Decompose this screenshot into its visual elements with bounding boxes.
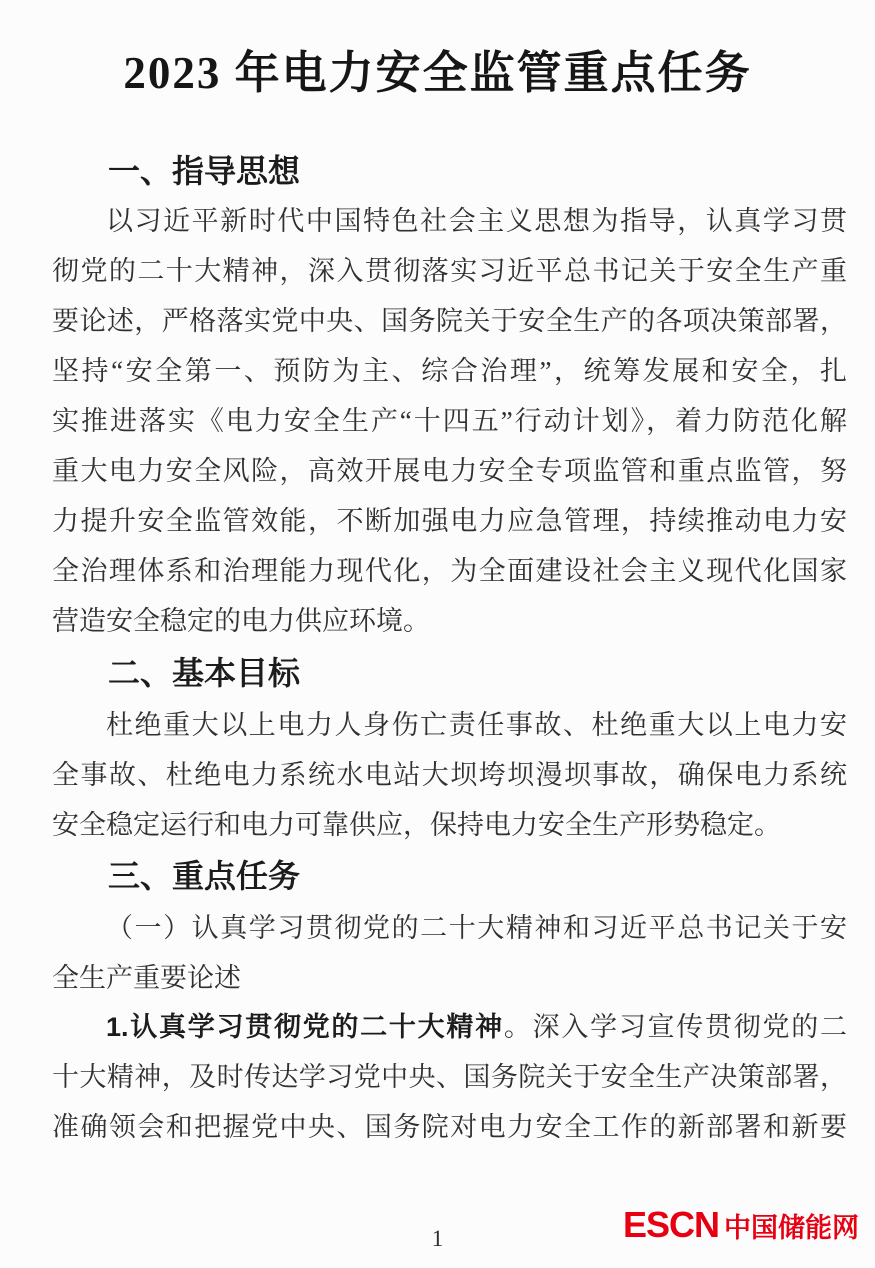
section-2-heading: 二、基本目标 (108, 655, 301, 691)
paragraph-line: 全事故、杜绝电力系统水电站大坝垮坝漫坝事故，确保电力系统 (52, 760, 847, 790)
paragraph-line: 安全稳定运行和电力可靠供应，保持电力安全生产形势稳定。 (52, 810, 781, 840)
logo-chinese-text: 中国储能网 (724, 1213, 859, 1243)
paragraph-line: 十大精神，及时传达学习党中央、国务院关于安全生产决策部署， (52, 1062, 847, 1092)
page-title: 2023 年电力安全监管重点任务 (123, 48, 752, 98)
escn-logo (623, 1204, 859, 1246)
paragraph-line: 实推进落实《电力安全生产“十四五”行动计划》，着力防范化解 (52, 406, 847, 436)
paragraph-line: 杜绝重大以上电力人身伤亡责任事故、杜绝重大以上电力安 (106, 710, 847, 740)
subsection-1-heading (52, 903, 847, 1003)
task-item-lead: 1.认真学习贯彻党的二十大精神 (106, 1012, 504, 1042)
paragraph-line: 重大电力安全风险，高效开展电力安全专项监管和重点监管，努 (52, 456, 847, 486)
paragraph-line: 坚持“安全第一、预防为主、综合治理”，统筹发展和安全，扎 (52, 356, 847, 386)
paragraph-line: 以习近平新时代中国特色社会主义思想为指导，认真学习贯 (106, 206, 847, 236)
paragraph-line: 准确领会和把握党中央、国务院对电力安全工作的新部署和新要 (52, 1112, 847, 1142)
page-number: 1 (431, 1226, 444, 1251)
section-1-heading: 一、指导思想 (108, 153, 301, 189)
paragraph-line: 彻党的二十大精神，深入贯彻落实习近平总书记关于安全生产重 (52, 256, 847, 286)
paragraph-line (52, 1002, 847, 1052)
logo-latin-text: ESCN (622, 1204, 719, 1245)
paragraph-line: 要论述，严格落实党中央、国务院关于安全生产的各项决策部署， (52, 306, 847, 336)
paragraph-line: 营造安全稳定的电力供应环境。 (52, 606, 430, 636)
section-3-heading: 三、重点任务 (108, 858, 301, 894)
subsection-heading-line: 全生产重要论述 (52, 963, 241, 993)
section-1-paragraph (52, 196, 847, 646)
task-item-lead-rest: 。深入学习宣传贯彻党的二 (503, 1012, 847, 1042)
task-item-1-paragraph (52, 1002, 847, 1152)
paragraph-line: 全治理体系和治理能力现代化，为全面建设社会主义现代化国家 (52, 556, 847, 586)
paragraph-line: 力提升安全监管效能，不断加强电力应急管理，持续推动电力安 (52, 506, 847, 536)
section-2-paragraph (52, 700, 847, 850)
subsection-heading-line: （一）认真学习贯彻党的二十大精神和习近平总书记关于安 (106, 913, 847, 943)
